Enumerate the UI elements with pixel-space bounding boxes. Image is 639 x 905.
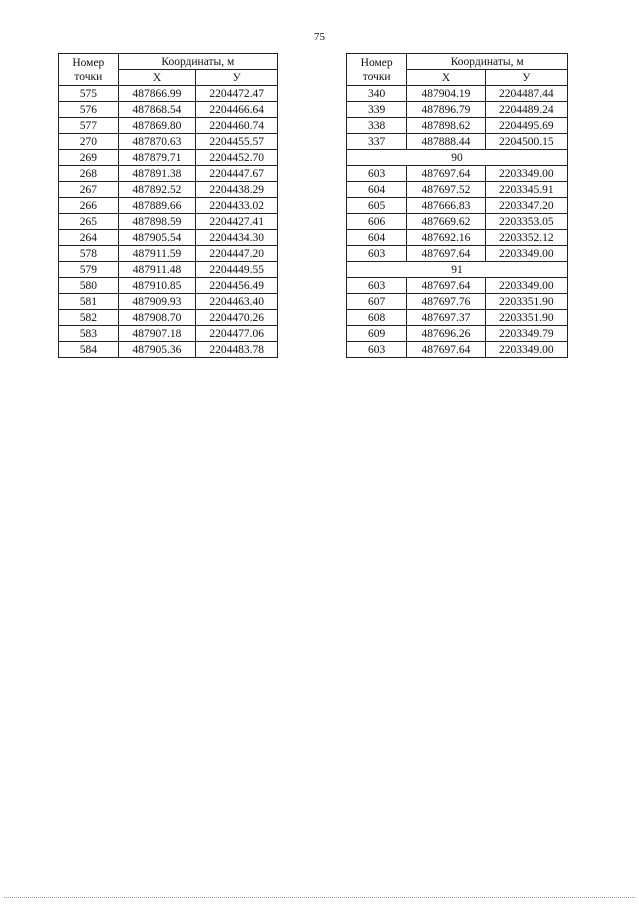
- point-number-cell: 339: [347, 102, 407, 118]
- table-row: [59, 294, 278, 310]
- table-row: [59, 342, 278, 358]
- table-row: [347, 118, 568, 134]
- table-row: [59, 86, 278, 102]
- x-coordinate-cell: 487891.38: [118, 166, 196, 182]
- point-number-cell: 608: [347, 310, 407, 326]
- table-row: [347, 214, 568, 230]
- table-row: [59, 198, 278, 214]
- x-coordinate-cell: 487696.26: [407, 326, 485, 342]
- point-number-cell: 269: [59, 150, 119, 166]
- point-number-cell: 581: [59, 294, 119, 310]
- table-row: [347, 278, 568, 294]
- x-coordinate-cell: 487879.71: [118, 150, 196, 166]
- table-row: [347, 342, 568, 358]
- bottom-divider: [4, 897, 635, 898]
- point-number-cell: 268: [59, 166, 119, 182]
- x-coordinate-cell: 487666.83: [407, 198, 485, 214]
- point-number-cell: 604: [347, 230, 407, 246]
- point-number-cell: 606: [347, 214, 407, 230]
- table-row: [347, 166, 568, 182]
- table-row: [347, 246, 568, 262]
- x-coordinate-cell: 487697.76: [407, 294, 485, 310]
- x-coordinate-cell: 487669.62: [407, 214, 485, 230]
- point-number-cell: 267: [59, 182, 119, 198]
- x-coordinate-cell: 487911.59: [118, 246, 196, 262]
- table-row: [59, 166, 278, 182]
- point-number-cell: 578: [59, 246, 119, 262]
- y-coordinate-cell: 2203349.00: [485, 342, 567, 358]
- y-coordinate-cell: 2204455.57: [196, 134, 278, 150]
- header-point-number: Номер точки: [347, 54, 407, 86]
- point-number-cell: 338: [347, 118, 407, 134]
- table-row: [59, 182, 278, 198]
- y-coordinate-cell: 2204489.24: [485, 102, 567, 118]
- coordinates-table-left: [58, 53, 278, 358]
- coordinates-table-right: [346, 53, 568, 358]
- x-coordinate-cell: 487896.79: [407, 102, 485, 118]
- table-row: [59, 214, 278, 230]
- table-row: [59, 118, 278, 134]
- header-point-number: Номер точки: [59, 54, 119, 86]
- y-coordinate-cell: 2203349.00: [485, 278, 567, 294]
- group-row: [347, 262, 568, 278]
- table-row: [347, 294, 568, 310]
- y-coordinate-cell: 2204495.69: [485, 118, 567, 134]
- table-row: [347, 86, 568, 102]
- header-y: У: [196, 70, 278, 86]
- table-row: [347, 102, 568, 118]
- x-coordinate-cell: 487697.64: [407, 278, 485, 294]
- y-coordinate-cell: 2203349.79: [485, 326, 567, 342]
- x-coordinate-cell: 487892.52: [118, 182, 196, 198]
- x-coordinate-cell: 487910.85: [118, 278, 196, 294]
- table-row: [59, 246, 278, 262]
- x-coordinate-cell: 487869.80: [118, 118, 196, 134]
- y-coordinate-cell: 2204472.47: [196, 86, 278, 102]
- x-coordinate-cell: 487888.44: [407, 134, 485, 150]
- table-row: [347, 198, 568, 214]
- y-coordinate-cell: 2204477.06: [196, 326, 278, 342]
- group-label: 91: [347, 262, 568, 278]
- x-coordinate-cell: 487889.66: [118, 198, 196, 214]
- point-number-cell: 575: [59, 86, 119, 102]
- point-number-cell: 583: [59, 326, 119, 342]
- group-label: 90: [347, 150, 568, 166]
- table-row: [59, 102, 278, 118]
- y-coordinate-cell: 2203349.00: [485, 166, 567, 182]
- y-coordinate-cell: 2203351.90: [485, 294, 567, 310]
- y-coordinate-cell: 2203349.00: [485, 246, 567, 262]
- y-coordinate-cell: 2204483.78: [196, 342, 278, 358]
- point-number-cell: 603: [347, 166, 407, 182]
- y-coordinate-cell: 2204470.26: [196, 310, 278, 326]
- y-coordinate-cell: 2204434.30: [196, 230, 278, 246]
- y-coordinate-cell: 2203345.91: [485, 182, 567, 198]
- point-number-cell: 584: [59, 342, 119, 358]
- point-number-cell: 603: [347, 278, 407, 294]
- point-number-cell: 576: [59, 102, 119, 118]
- x-coordinate-cell: 487692.16: [407, 230, 485, 246]
- table-row: [59, 262, 278, 278]
- x-coordinate-cell: 487907.18: [118, 326, 196, 342]
- x-coordinate-cell: 487870.63: [118, 134, 196, 150]
- y-coordinate-cell: 2204452.70: [196, 150, 278, 166]
- point-number-cell: 264: [59, 230, 119, 246]
- y-coordinate-cell: 2204433.02: [196, 198, 278, 214]
- y-coordinate-cell: 2204487.44: [485, 86, 567, 102]
- point-number-cell: 580: [59, 278, 119, 294]
- table-row: [59, 310, 278, 326]
- header-coordinates: Координаты, м: [407, 54, 568, 70]
- point-number-cell: 340: [347, 86, 407, 102]
- table-row: [347, 326, 568, 342]
- y-coordinate-cell: 2204427.41: [196, 214, 278, 230]
- x-coordinate-cell: 487898.62: [407, 118, 485, 134]
- x-coordinate-cell: 487868.54: [118, 102, 196, 118]
- point-number-cell: 605: [347, 198, 407, 214]
- table-row: [59, 278, 278, 294]
- header-x: X: [407, 70, 485, 86]
- y-coordinate-cell: 2204447.67: [196, 166, 278, 182]
- header-coordinates: Координаты, м: [118, 54, 277, 70]
- table-row: [347, 182, 568, 198]
- header-y: У: [485, 70, 567, 86]
- y-coordinate-cell: 2204456.49: [196, 278, 278, 294]
- point-number-cell: 582: [59, 310, 119, 326]
- point-number-cell: 266: [59, 198, 119, 214]
- table-row: [59, 326, 278, 342]
- x-coordinate-cell: 487905.54: [118, 230, 196, 246]
- y-coordinate-cell: 2203352.12: [485, 230, 567, 246]
- table-row: [59, 150, 278, 166]
- point-number-cell: 265: [59, 214, 119, 230]
- table-row: [59, 134, 278, 150]
- table-row: [347, 230, 568, 246]
- point-number-cell: 607: [347, 294, 407, 310]
- x-coordinate-cell: 487697.37: [407, 310, 485, 326]
- y-coordinate-cell: 2204466.64: [196, 102, 278, 118]
- x-coordinate-cell: 487697.64: [407, 342, 485, 358]
- point-number-cell: 603: [347, 342, 407, 358]
- x-coordinate-cell: 487909.93: [118, 294, 196, 310]
- y-coordinate-cell: 2204447.20: [196, 246, 278, 262]
- y-coordinate-cell: 2204500.15: [485, 134, 567, 150]
- point-number-cell: 603: [347, 246, 407, 262]
- point-number-cell: 604: [347, 182, 407, 198]
- y-coordinate-cell: 2204460.74: [196, 118, 278, 134]
- x-coordinate-cell: 487908.70: [118, 310, 196, 326]
- point-number-cell: 579: [59, 262, 119, 278]
- table-row: [347, 134, 568, 150]
- x-coordinate-cell: 487697.64: [407, 166, 485, 182]
- x-coordinate-cell: 487898.59: [118, 214, 196, 230]
- table-row: [59, 230, 278, 246]
- x-coordinate-cell: 487904.19: [407, 86, 485, 102]
- point-number-cell: 577: [59, 118, 119, 134]
- y-coordinate-cell: 2204449.55: [196, 262, 278, 278]
- point-number-cell: 609: [347, 326, 407, 342]
- header-x: X: [118, 70, 196, 86]
- x-coordinate-cell: 487697.52: [407, 182, 485, 198]
- y-coordinate-cell: 2204438.29: [196, 182, 278, 198]
- y-coordinate-cell: 2203353.05: [485, 214, 567, 230]
- y-coordinate-cell: 2203347.20: [485, 198, 567, 214]
- point-number-cell: 270: [59, 134, 119, 150]
- page-number: 75: [314, 31, 325, 43]
- group-row: [347, 150, 568, 166]
- x-coordinate-cell: 487866.99: [118, 86, 196, 102]
- x-coordinate-cell: 487911.48: [118, 262, 196, 278]
- point-number-cell: 337: [347, 134, 407, 150]
- y-coordinate-cell: 2203351.90: [485, 310, 567, 326]
- x-coordinate-cell: 487905.36: [118, 342, 196, 358]
- y-coordinate-cell: 2204463.40: [196, 294, 278, 310]
- x-coordinate-cell: 487697.64: [407, 246, 485, 262]
- table-row: [347, 310, 568, 326]
